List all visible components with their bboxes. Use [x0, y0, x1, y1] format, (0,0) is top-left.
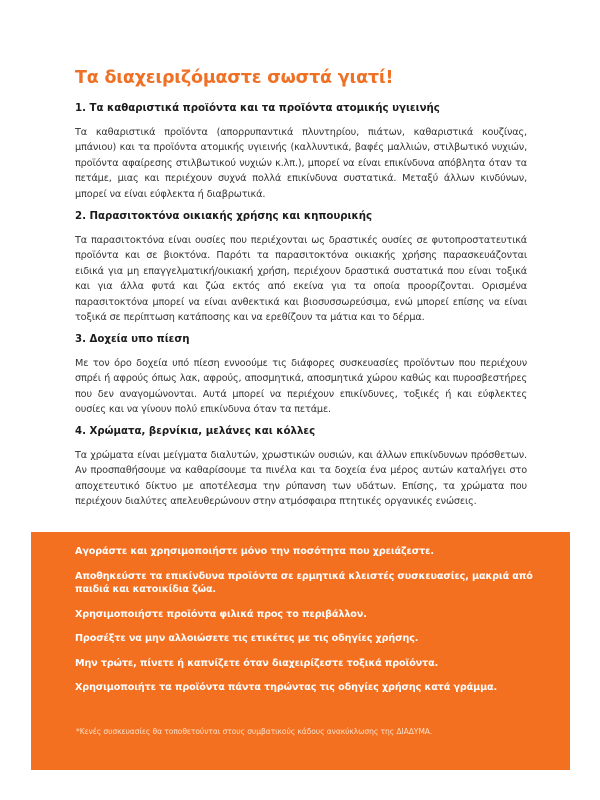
section-heading: 3. Δοχεία υπο πίεση [75, 334, 190, 345]
tip-item: Χρησιμοποιήτε τα προϊόντα πάντα τηρώντας τις οδηγίες χρήσης κατά γράμμα. [75, 682, 498, 693]
section-cleaning-products [75, 103, 527, 202]
section-body: Τα καθαριστικά προϊόντα (απορρυπαντικά πλυντηρίου, πιάτων, καθαριστικά κουζίνας, μπάνιου) και τα προϊόντα ατομικής υγιεινής (καλλυντικά, βαφές μαλλιών, στιλβωτικό νυχιών, προϊόντα αφαίρεσης στιλβωτικού νυχιών κ.λπ.), μπορεί να είναι επικίνδυνα απόβλητα όταν τα πετάμε, μιας και περιέχουν συχνά πολλά επικίνδυνα συστατικά. Μεταξύ άλλων κινδύνων, μπορεί να είναι εύφλεκτα ή διαβρωτικά. [75, 127, 527, 200]
footnote: *Κενές συσκευασίες θα τοποθετούνται στους συμβατικούς κάδους ανακύκλωσης της ΔΙΑΔΥΜΑ. [76, 727, 433, 736]
section-body: Τα χρώματα είναι μείγματα διαλυτών, χρωστικών ουσιών, και άλλων επικίνδυνων πρόσθετων. Αν προσπαθήσουμε να καθαρίσουμε τα πινέλα και τα δοχεία ένα μέρος αυτών καταλήγει στο αποχετευτικό δίκτυο με αποτέλεσμα την ρύπανση των υδάτων. Επίσης, τα χρώματα που περιέχουν διαλύτες απελευθερώνουν στην ατμόσφαιρα πτητικές οργανικές ενώσεις. [75, 450, 527, 508]
tips-list [75, 545, 545, 706]
section-pesticides [75, 211, 527, 325]
tip-item: Αγοράστε και χρησιμοποιήστε μόνο την ποσότητα που χρειάζεστε. [75, 546, 434, 557]
section-body: Με τον όρο δοχεία υπό πίεση εννοούμε τις διάφορες συσκευασίες προϊόντων που περιέχουν σπρέι ή αφρούς όπως λακ, αφρούς, αποσμητικά, αποσμητικά χώρου καθώς και πυροσβεστήρες που δεν αναγομώνονται. Αυτά μπορεί να περιέχουν επικίνδυνες, τοξικές ή και εύφλεκτες ουσίες και να γίνουν πολύ επικίνδυνα όταν τα πετάμε. [75, 358, 527, 416]
section-body: Τα παρασιτοκτόνα είναι ουσίες που περιέχονται ως δραστικές ουσίες σε φυτοπροστατευτικά προϊόντα και σε βιοκτόνα. Παρότι τα παρασιτοκτόνα οικιακής χρήσης παρασκευάζονται ειδικά για μη επαγγελματική/οικιακή χρήση, περιέχουν δραστικά συστατικά που είναι τοξικά και για άλλα φυτά και ζώα εκτός από εκείνα για τα οποία προορίζονται. Ορισμένα παρασιτοκτόνα μπορεί να είναι ανθεκτικά και βιοσυσσωρεύσιμα, ενώ μπορεί επίσης να είναι τοξικά σε περίπτωση κατάποσης και να ερεθίζουν τα μάτια και το δέρμα. [75, 235, 527, 324]
tip-item: Προσέξτε να μην αλλοιώσετε τις ετικέτες με τις οδηγίες χρήσης. [75, 633, 419, 644]
section-pressurized-containers [75, 334, 527, 418]
section-heading: 2. Παρασιτοκτόνα οικιακής χρήσης και κηπουρικής [75, 211, 373, 222]
section-paints [75, 426, 527, 510]
tip-item: Αποθηκεύστε τα επικίνδυνα προϊόντα σε ερμητικά κλειστές συσκευασίες, μακριά από παιδιά και κατοικίδια ζώα. [75, 570, 533, 595]
tip-item: Χρησιμοποιήστε προϊόντα φιλικά προς το περιβάλλον. [75, 608, 367, 620]
page-title: Τα διαχειριζόμαστε σωστά γιατί! [75, 68, 394, 88]
section-heading: 1. Τα καθαριστικά προϊόντα και τα προϊόντα ατομικής υγιεινής [75, 103, 440, 114]
tip-item: Μην τρώτε, πίνετε ή καπνίζετε όταν διαχειρίζεστε τοξικά προϊόντα. [75, 657, 439, 669]
section-heading: 4. Χρώματα, βερνίκια, μελάνες και κόλλες [75, 426, 316, 437]
